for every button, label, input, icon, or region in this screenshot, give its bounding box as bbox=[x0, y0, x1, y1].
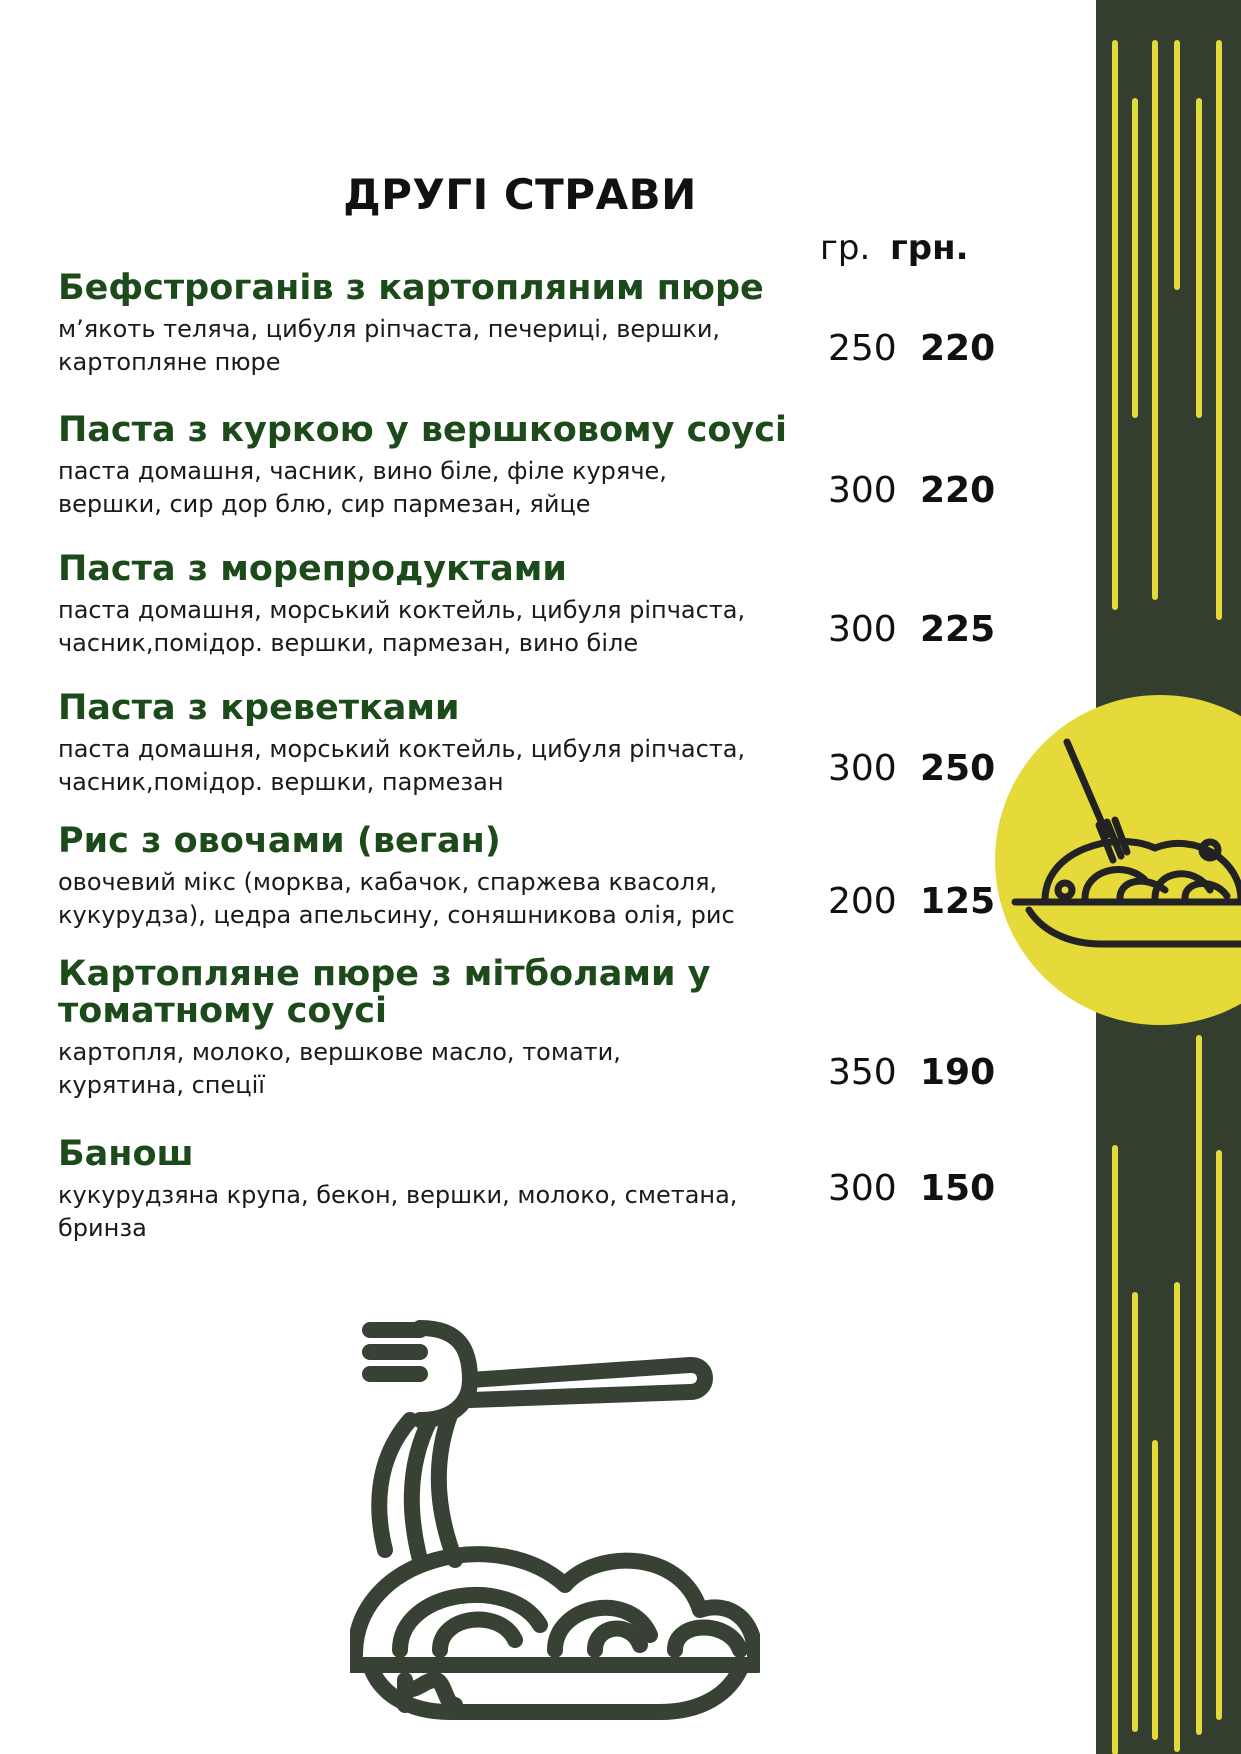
decorative-stripe bbox=[1112, 40, 1118, 610]
menu-item bbox=[58, 270, 998, 379]
dish-description bbox=[58, 1036, 818, 1102]
dish-price: 220 bbox=[920, 328, 996, 369]
dish-description-line: кукурудзяна крупа, бекон, вершки, молоко, сметана, bbox=[58, 1181, 738, 1209]
menu-item bbox=[58, 956, 998, 1102]
dish-description-line: паста домашня, часник, вино біле, філе куряче, bbox=[58, 457, 667, 485]
menu-item bbox=[58, 823, 998, 932]
dish-description bbox=[58, 313, 818, 379]
dish-weight: 200 bbox=[828, 881, 897, 922]
dish-name-line: томатному соусі bbox=[58, 991, 388, 1031]
decorative-stripe bbox=[1196, 1035, 1202, 1735]
dish-description bbox=[58, 733, 818, 799]
pasta-plate-icon bbox=[1005, 730, 1241, 960]
dish-description-line: часник,помідор. вершки, пармезан, вино біле bbox=[58, 629, 639, 657]
price-column-header: грн. bbox=[890, 228, 969, 268]
page-title: ДРУГІ СТРАВИ bbox=[343, 170, 697, 219]
decorative-stripe bbox=[1112, 1145, 1118, 1754]
dish-description-line: овочевий мікс (морква, кабачок, спаржева квасоля, bbox=[58, 868, 718, 896]
dish-weight: 300 bbox=[828, 748, 897, 789]
decorative-stripe bbox=[1152, 1440, 1158, 1740]
dish-weight: 300 bbox=[828, 1168, 897, 1209]
dish-description-line: часник,помідор. вершки, пармезан bbox=[58, 768, 504, 796]
dish-description bbox=[58, 455, 818, 521]
dish-description-line: вершки, сир дор блю, сир пармезан, яйце bbox=[58, 490, 591, 518]
decorative-stripe bbox=[1216, 40, 1222, 620]
dish-weight: 300 bbox=[828, 470, 897, 511]
dish-name: Паста з морепродуктами bbox=[58, 549, 567, 589]
dish-name: Банош bbox=[58, 1134, 194, 1174]
dish-name bbox=[58, 956, 818, 1030]
decorative-stripe bbox=[1174, 40, 1180, 290]
decorative-stripe bbox=[1174, 1282, 1180, 1752]
dish-name: Рис з овочами (веган) bbox=[58, 821, 501, 861]
dish-name-line: Картопляне пюре з мітболами у bbox=[58, 954, 711, 994]
dish-name: Бефстроганів з картопляним пюре bbox=[58, 268, 764, 308]
dish-price: 225 bbox=[920, 609, 996, 650]
menu-item bbox=[58, 412, 998, 521]
decorative-stripe bbox=[1132, 1292, 1138, 1732]
menu-item bbox=[58, 690, 998, 799]
dish-description-line: паста домашня, морський коктейль, цибуля ріпчаста, bbox=[58, 735, 746, 763]
menu-item bbox=[58, 551, 998, 660]
dish-description bbox=[58, 594, 818, 660]
dish-weight: 300 bbox=[828, 609, 897, 650]
dish-description-line: паста домашня, морський коктейль, цибуля ріпчаста, bbox=[58, 596, 746, 624]
dish-price: 220 bbox=[920, 470, 996, 511]
dish-description-line: бринза bbox=[58, 1214, 147, 1242]
dish-price: 125 bbox=[920, 881, 996, 922]
dish-price: 250 bbox=[920, 748, 996, 789]
decorative-stripe bbox=[1132, 98, 1138, 418]
dish-name: Паста з креветками bbox=[58, 688, 460, 728]
dish-description-line: кукурудза), цедра апельсину, соняшникова олія, рис bbox=[58, 901, 735, 929]
dish-weight: 250 bbox=[828, 328, 897, 369]
dish-description-line: курятина, спеції bbox=[58, 1071, 265, 1099]
dish-price: 190 bbox=[920, 1052, 996, 1093]
dish-description bbox=[58, 866, 818, 932]
dish-description-line: картопля, молоко, вершкове масло, томати, bbox=[58, 1038, 621, 1066]
weight-column-header: гр. bbox=[820, 228, 871, 268]
dish-price: 150 bbox=[920, 1168, 996, 1209]
decorative-stripe bbox=[1196, 98, 1202, 418]
dish-description-line: картопляне пюре bbox=[58, 348, 281, 376]
fork-spaghetti-icon bbox=[350, 1320, 760, 1720]
column-headers bbox=[820, 228, 1020, 268]
dish-description-line: м’якоть теляча, цибуля ріпчаста, печериці, вершки, bbox=[58, 315, 721, 343]
decorative-stripe bbox=[1152, 40, 1158, 600]
dish-weight: 350 bbox=[828, 1052, 897, 1093]
dish-description bbox=[58, 1179, 818, 1245]
dish-name: Паста з куркою у вершковому соусі bbox=[58, 410, 787, 450]
decorative-stripe bbox=[1216, 1150, 1222, 1720]
menu-item bbox=[58, 1136, 998, 1245]
